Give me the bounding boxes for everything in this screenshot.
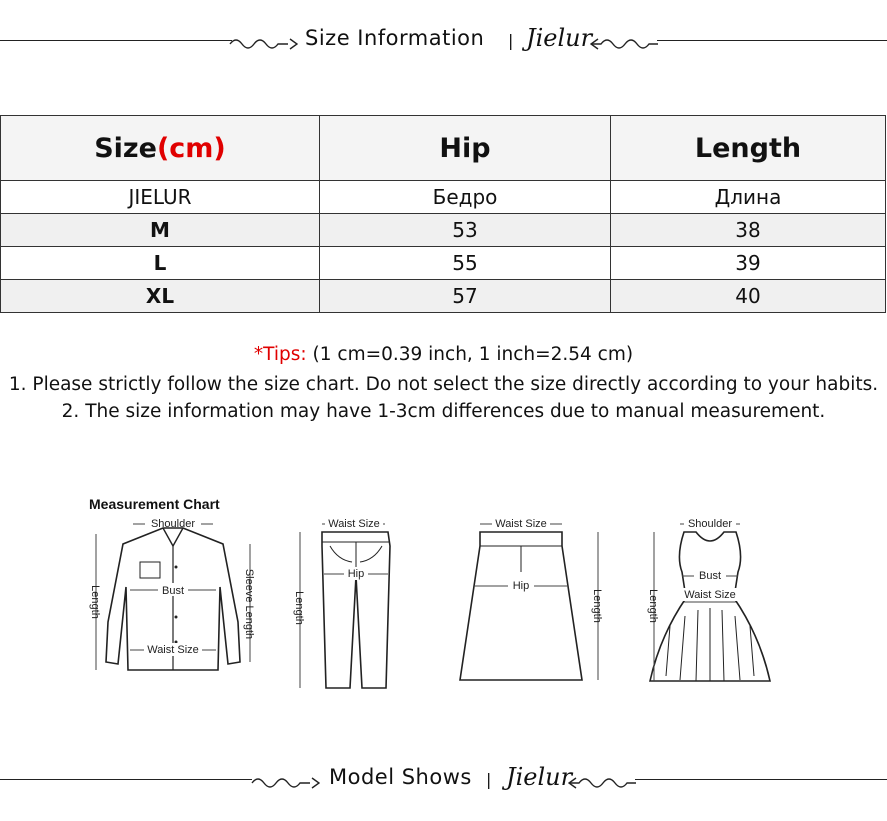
measurement-chart-title: Measurement Chart (89, 496, 220, 512)
size-cell: XL (1, 280, 320, 313)
dress-diagram (640, 516, 780, 696)
table-row (1, 247, 886, 280)
shirt-waist-label: Waist Size (147, 644, 199, 656)
header-unit-label: (cm) (156, 132, 226, 164)
hip-cell: 53 (320, 214, 611, 247)
size-information-banner (0, 26, 887, 56)
pants-diagram (290, 516, 400, 696)
size-cell: L (1, 247, 320, 280)
banner-right-line (635, 779, 887, 780)
skirt-hip-label: Hip (512, 580, 530, 592)
left-swirl-ornament (228, 30, 298, 52)
pants-length-label: Length (293, 591, 305, 625)
left-swirl-ornament (250, 769, 320, 791)
hip-cell: 55 (320, 247, 611, 280)
banner-title: Model Shows (329, 765, 472, 789)
tips-line-1: 1. Please strictly follow the size chart. Do not select the size directly according to your habits. (8, 374, 879, 395)
banner-left-line (0, 779, 252, 780)
right-swirl-ornament (568, 769, 638, 791)
shirt-sleeve-label: Sleeve Length (243, 568, 255, 640)
length-cell: 38 (611, 214, 886, 247)
brand-name: Jielur (526, 24, 593, 52)
model-shows-banner (0, 765, 887, 795)
pants-waist-label: Waist Size (328, 518, 380, 530)
shirt-diagram (88, 512, 263, 692)
tips-conversion (0, 344, 887, 365)
shirt-shoulder-label: Shoulder (150, 518, 196, 530)
table-row (1, 214, 886, 247)
table-subheader-row (1, 181, 886, 214)
subheader-hip-ru: Бедро (320, 181, 611, 214)
length-cell: 39 (611, 247, 886, 280)
size-table (0, 115, 886, 313)
header-length: Length (611, 116, 886, 181)
size-cell: M (1, 214, 320, 247)
hip-cell: 57 (320, 280, 611, 313)
tips-label: *Tips: (253, 344, 307, 365)
dress-bust-label: Bust (698, 570, 722, 582)
brand-name: Jielur (506, 763, 573, 791)
header-hip: Hip (320, 116, 611, 181)
right-swirl-ornament (590, 30, 660, 52)
length-cell: 40 (611, 280, 886, 313)
skirt-diagram (450, 516, 610, 696)
measurement-chart (0, 480, 887, 710)
header-size (1, 116, 320, 181)
dress-length-label: Length (647, 589, 659, 623)
skirt-waist-label: Waist Size (495, 518, 547, 530)
banner-separator: | (508, 31, 514, 50)
shirt-length-label: Length (89, 585, 101, 619)
subheader-length-ru: Длина (611, 181, 886, 214)
banner-separator: | (486, 770, 492, 789)
tips-conversion-text: (1 cm=0.39 inch, 1 inch=2.54 cm) (306, 344, 634, 365)
dress-shoulder-label: Shoulder (687, 518, 733, 530)
shirt-bust-label: Bust (161, 585, 185, 597)
table-row (1, 280, 886, 313)
banner-left-line (0, 40, 232, 41)
skirt-length-label: Length (591, 589, 603, 623)
header-size-label: Size (94, 132, 157, 164)
dress-waist-label: Waist Size (684, 589, 736, 601)
tips-line-2: 2. The size information may have 1-3cm differences due to manual measurement. (61, 401, 826, 422)
table-header-row (1, 116, 886, 181)
subheader-brand: JIELUR (1, 181, 320, 214)
pants-hip-label: Hip (347, 568, 365, 580)
banner-title: Size Information (305, 26, 485, 50)
banner-right-line (657, 40, 887, 41)
